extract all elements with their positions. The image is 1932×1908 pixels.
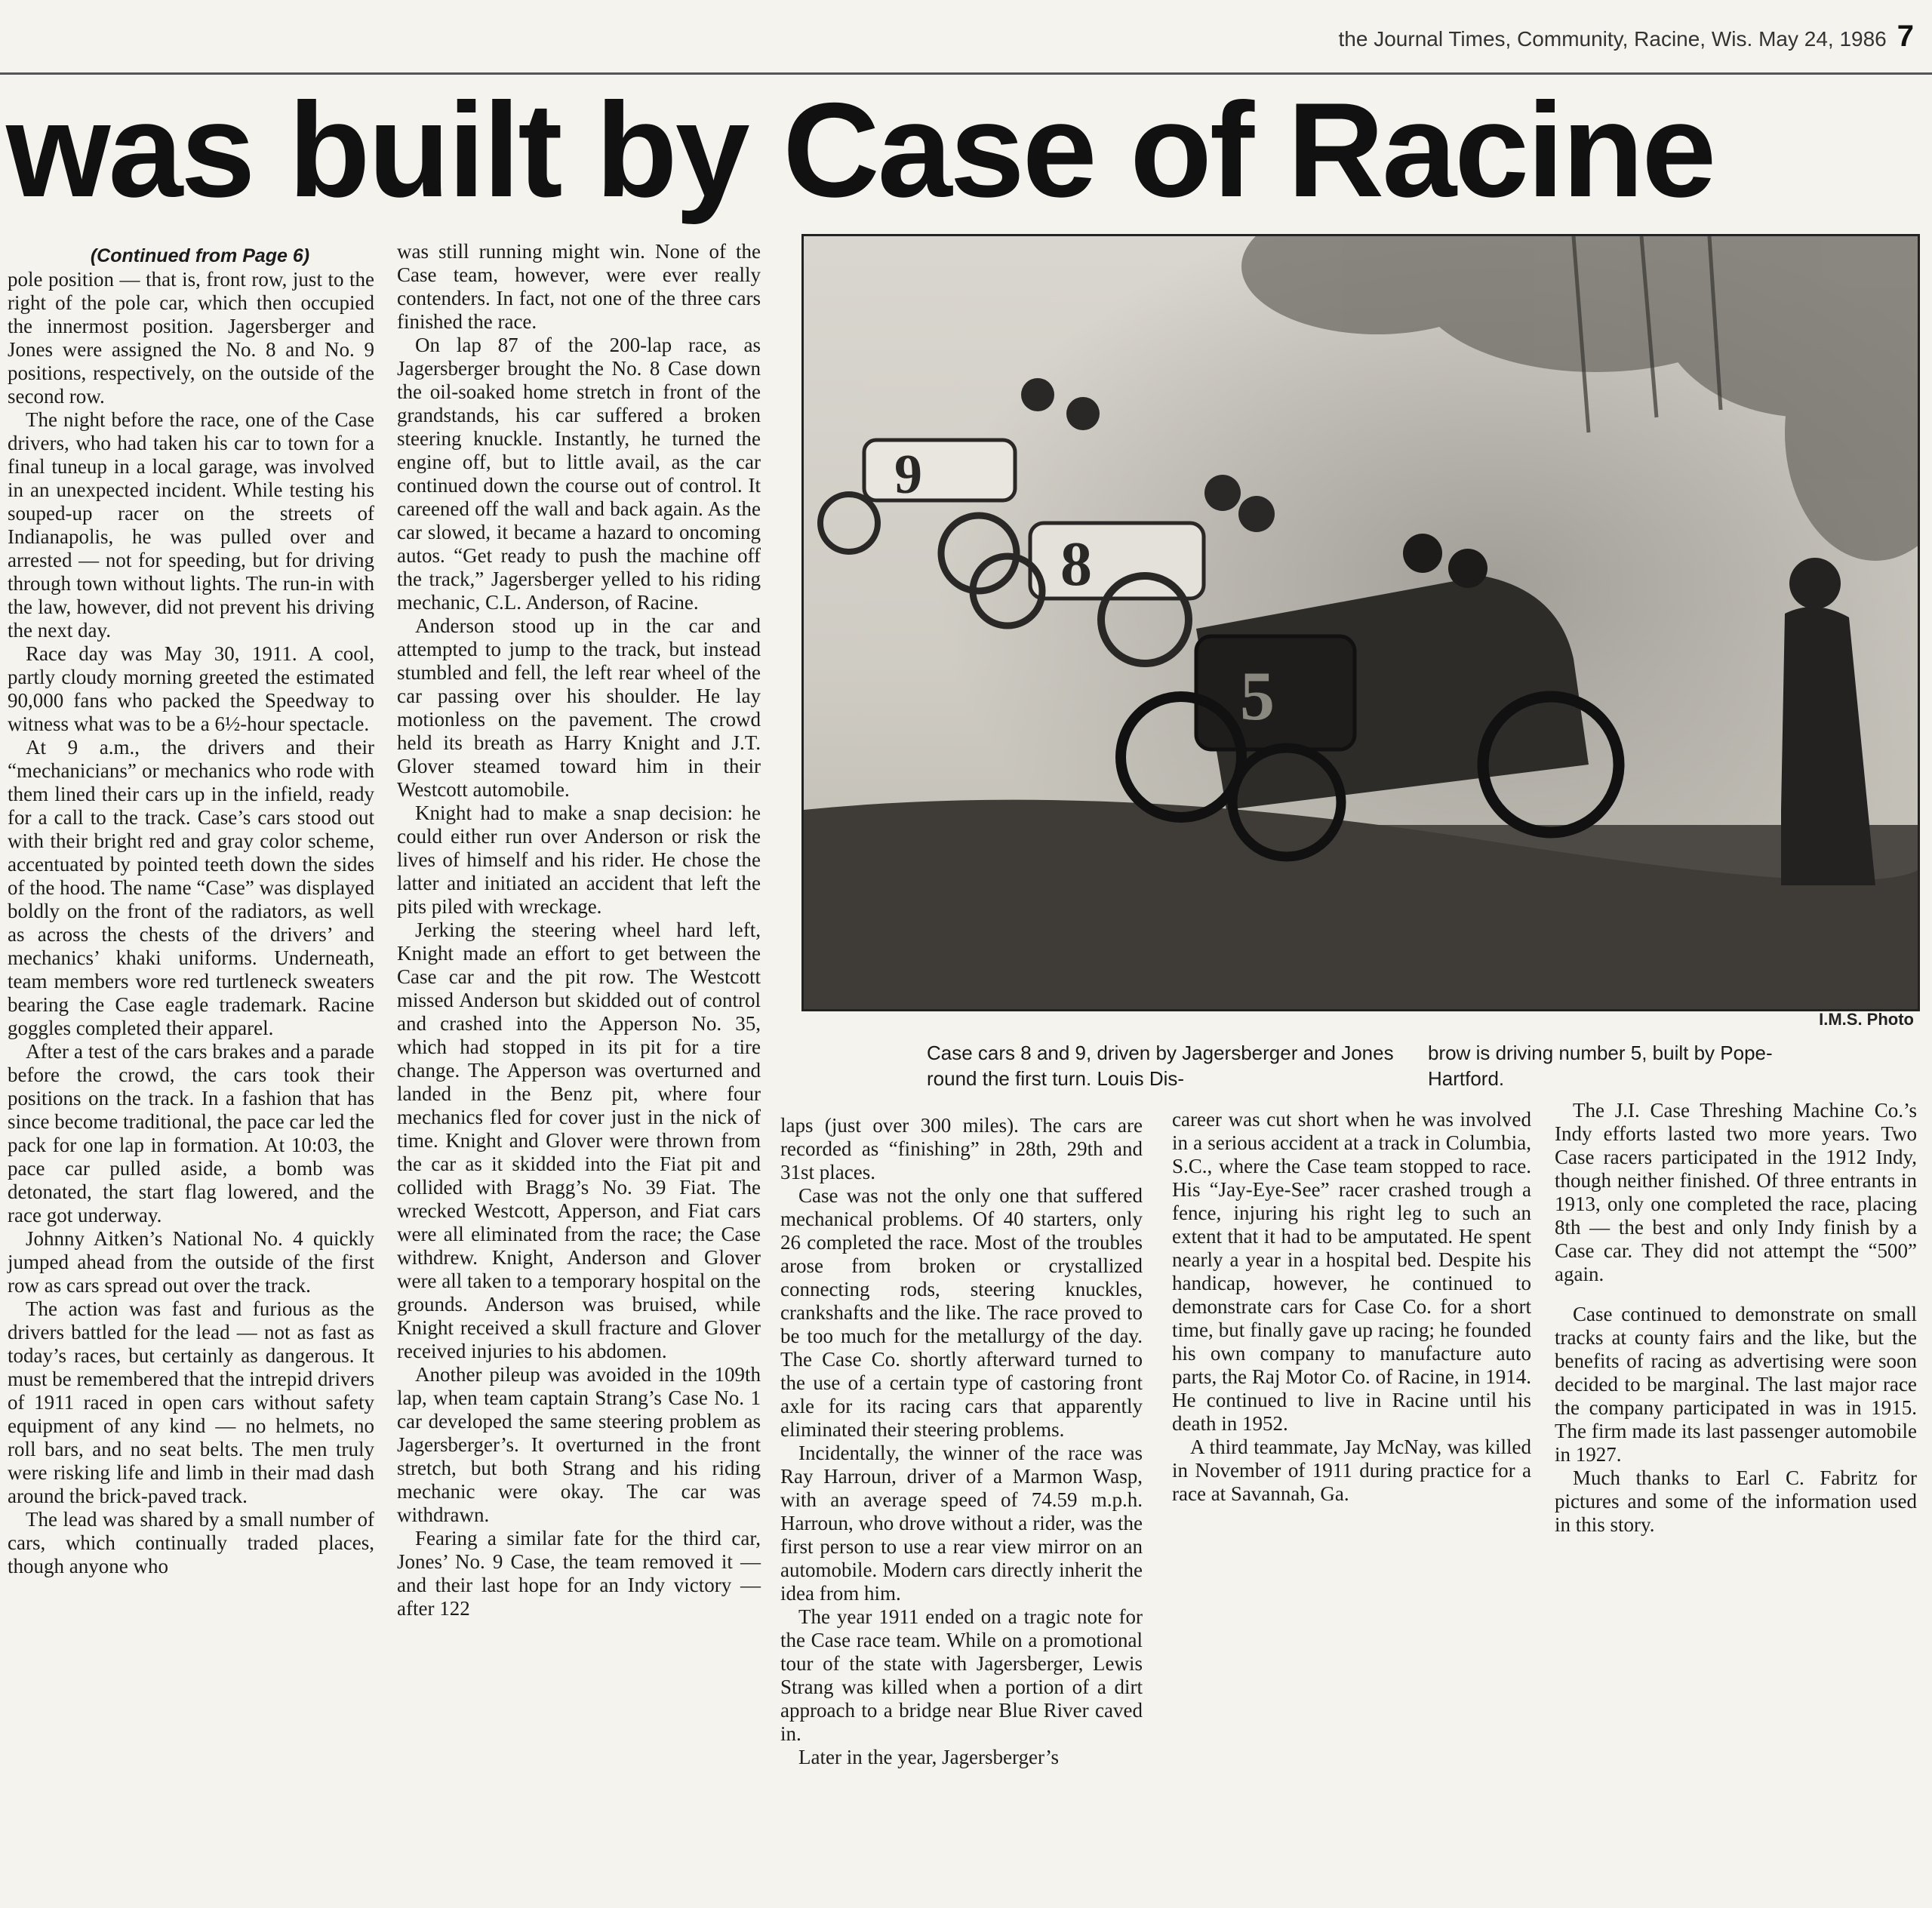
paragraph: Case was not the only one that suffered mechanical problems. Of 40 starters, only 26 completed the race. Most of the troubles arose from broken or crystallized connecting rods, steering knuckles, crankshafts and the like. The race proved to be too much for the metallurgy of the day. The Case Co. shortly afterward turned to the use of a certain type of castoring front axle for its racing cars that apparently eliminated their steering problems. <box>780 1184 1143 1441</box>
article-column-2 <box>397 240 761 1620</box>
paragraph: Another pileup was avoided in the 109th lap, when team captain Strang’s Case No. 1 car developed the same steering problem as Jagersberger’s. It overturned in the front stretch, but both Strang and his riding mechanic were okay. The car was withdrawn. <box>397 1363 761 1526</box>
page-number: 7 <box>1897 20 1914 53</box>
car-5-number: 5 <box>1240 657 1275 734</box>
paragraph: Case continued to demonstrate on small tracks at county fairs and the like, but the benefits of racing as advertising were soon decided to be marginal. The last major race the company participated in was in 1915. The firm made its last passenger automobile in 1927. <box>1555 1303 1917 1466</box>
paragraph: The action was fast and furious as the drivers battled for the lead — not as fast as today’s races, but certainly as dangerous. It must be remembered that the intrepid drivers of 1911 raced in open cars without safety equipment of any kind — no helmets, no roll bars, and no seat belts. The men truly were risking life and limb in their mad dash around the brick-paved track. <box>8 1297 374 1507</box>
paragraph: The J.I. Case Threshing Machine Co.’s Indy efforts lasted two more years. Two Case racers participated in the 1912 Indy, though neither finished. Of three entrants in 1913, only one completed the race, placing 8th — the best and only Indy finish by a Case car. They did not attempt the “500” again. <box>1555 1099 1917 1285</box>
headline: was built by Case of Racine <box>6 75 1715 225</box>
paragraph: After a test of the cars brakes and a parade before the crowd, the cars took their positions on the track. In a fashion that has since become traditional, the pace car led the pack for one lap in formation. At 10:03, the pace car pulled aside, a bomb was detonated, the start flag lowered, and the race got underway. <box>8 1040 374 1226</box>
paragraph: A third teammate, Jay McNay, was killed in November of 1911 during practice for a race at Savannah, Ga. <box>1172 1436 1531 1505</box>
paragraph: was still running might win. None of the Case team, however, were ever really contenders. In fact, not one of the three cars finished the race. <box>397 240 761 333</box>
paragraph: pole position — that is, front row, just to the right of the pole car, which then occupied the innermost position. Jagersberger and Jones were assigned the No. 8 and No. 9 positions, respectively, on the outside of the second row. <box>8 268 374 408</box>
paragraph: Race day was May 30, 1911. A cool, partly cloudy morning greeted the estimated 90,000 fans who packed the Speedway to witness what was to be a 6½-hour spectacle. <box>8 642 374 735</box>
paragraph: The lead was shared by a small number of cars, which continually traded places, though anyone who <box>8 1508 374 1577</box>
paragraph: Fearing a similar fate for the third car, Jones’ No. 9 Case, the team removed it — and their last hope for an Indy victory — after 122 <box>397 1527 761 1620</box>
paragraph: Anderson stood up in the car and attempted to jump to the track, but instead stumbled and fell, the left rear wheel of the car passing over his shoulder. He lay motionless on the pavement. The crowd held its breath as Harry Knight and J.T. Glover steamed toward him in their Westcott automobile. <box>397 614 761 801</box>
car-8-number: 8 <box>1060 529 1092 599</box>
paragraph: On lap 87 of the 200-lap race, as Jagersberger brought the No. 8 Case down the oil-soaked home stretch in front of the grandstands, his car suffered a broken steering knuckle. Instantly, he turned the engine off, but to little avail, as the car continued down the course out of control. It careened off the wall and back again. As the car slowed, it became a hazard to oncoming autos. “Get ready to push the machine off the track,” Jagersberger yelled to his riding mechanic, C.L. Anderson, of Racine. <box>397 334 761 614</box>
paragraph: laps (just over 300 miles). The cars are recorded as “finishing” in 28th, 29th and 31st places. <box>780 1114 1143 1183</box>
paragraph: At 9 a.m., the drivers and their “mechanicians” or mechanics who rode with them lined their cars up in the infield, ready for a call to the track. Case’s cars stood out with their bright red and gray color scheme, accentuated by pointed teeth down the sides of the hood. The name “Case” was displayed boldly on the front of the radiators, as well as across the chests of the drivers’ and mechanics’ khaki uniforms. Underneath, team members wore red turtleneck sweaters bearing the Case eagle trademark. Racine goggles completed their apparel. <box>8 736 374 1039</box>
car-9-number: 9 <box>894 444 922 506</box>
paragraph: The year 1911 ended on a tragic note for the Case race team. While on a promotional tour of the state with Jagersberger, Lewis Strang was killed when a portion of a dirt approach to a bridge near Blue River caved in. <box>780 1605 1143 1745</box>
article-column-5 <box>1555 1099 1917 1537</box>
photo-credit: I.M.S. Photo <box>1819 1010 1914 1029</box>
article-column-4 <box>1172 1108 1531 1506</box>
paragraph: The night before the race, one of the Case drivers, who had taken his car to town for a final tuneup in a local garage, was involved in an unexpected incident. While testing his souped-up racer on the streets of Indianapolis, he was pulled over and arrested — not for speeding, but for driving through town without lights. The run-in with the law, however, did not prevent his driving the next day. <box>8 408 374 642</box>
paragraph: Knight had to make a snap decision: he could either run over Anderson or risk the lives of himself and his rider. He chose the latter and initiated an accident that left the pits piled with wreckage. <box>397 802 761 918</box>
paragraph: Johnny Aitken’s National No. 4 quickly jumped ahead from the outside of the first row as cars spread out over the track. <box>8 1227 374 1297</box>
paragraph: Later in the year, Jagersberger’s <box>798 1746 1060 1768</box>
paragraph: Much thanks to Earl C. Fabritz for pictures and some of the information used in this story. <box>1555 1466 1917 1536</box>
photo-caption-left: Case cars 8 and 9, driven by Jagersberger and Jones round the first turn. Louis Dis- <box>927 1042 1394 1090</box>
article-column-1 <box>8 245 374 1578</box>
photo-caption-right: brow is driving number 5, built by Pope-Hartford. <box>1428 1042 1773 1090</box>
article-column-3 <box>780 1114 1143 1769</box>
race-photo <box>801 234 1920 1011</box>
race-photo-illustration <box>804 236 1918 1009</box>
paragraph: career was cut short when he was involved in a serious accident at a track in Columbia, S.C., where the Case team stopped to race. His “Jay-Eye-See” racer crashed trough a fence, injuring his right leg to such an extent that it had to be amputated. He spent nearly a year in a hospital bed. Despite his handicap, however, he continued to demonstrate cars for Case Co. for a short time, but finally gave up racing; he founded his own company to manufacture auto parts, the Raj Motor Co. of Racine, in 1914. He continued to live in Racine until his death in 1952. <box>1172 1108 1531 1435</box>
continued-note: (Continued from Page 6) <box>90 245 310 266</box>
paragraph: Jerking the steering wheel hard left, Knight made an effort to get between the Case car and the pit row. The Westcott missed Anderson but skidded out of control and crashed into the Apperson No. 35, which had stopped in its pit for a tire change. The Apperson was overturned and landed in the Benz pit, where four mechanics fled for cover just in the nick of time. Knight and Glover were thrown from the car as it skidded into the Fiat pit and collided with Bragg’s No. 39 Fiat. The wrecked Westcott, Apperson, and Fiat cars were all eliminated from the race; the Case withdrew. Knight, Anderson and Glover were all taken to a temporary hospital on the grounds. Anderson was bruised, while Knight received a skull fracture and Glover received injuries to his abdomen. <box>397 919 761 1362</box>
page-folio <box>1339 20 1914 54</box>
paragraph: Incidentally, the winner of the race was Ray Harroun, driver of a Marmon Wasp, with an average speed of 74.59 m.p.h. Harroun, who drove without a rider, was the first person to use a rear view mirror on an automobile. Modern cars directly inherit the idea from him. <box>780 1442 1143 1605</box>
folio-text: the Journal Times, Community, Racine, Wis. May 24, 1986 <box>1338 27 1887 51</box>
